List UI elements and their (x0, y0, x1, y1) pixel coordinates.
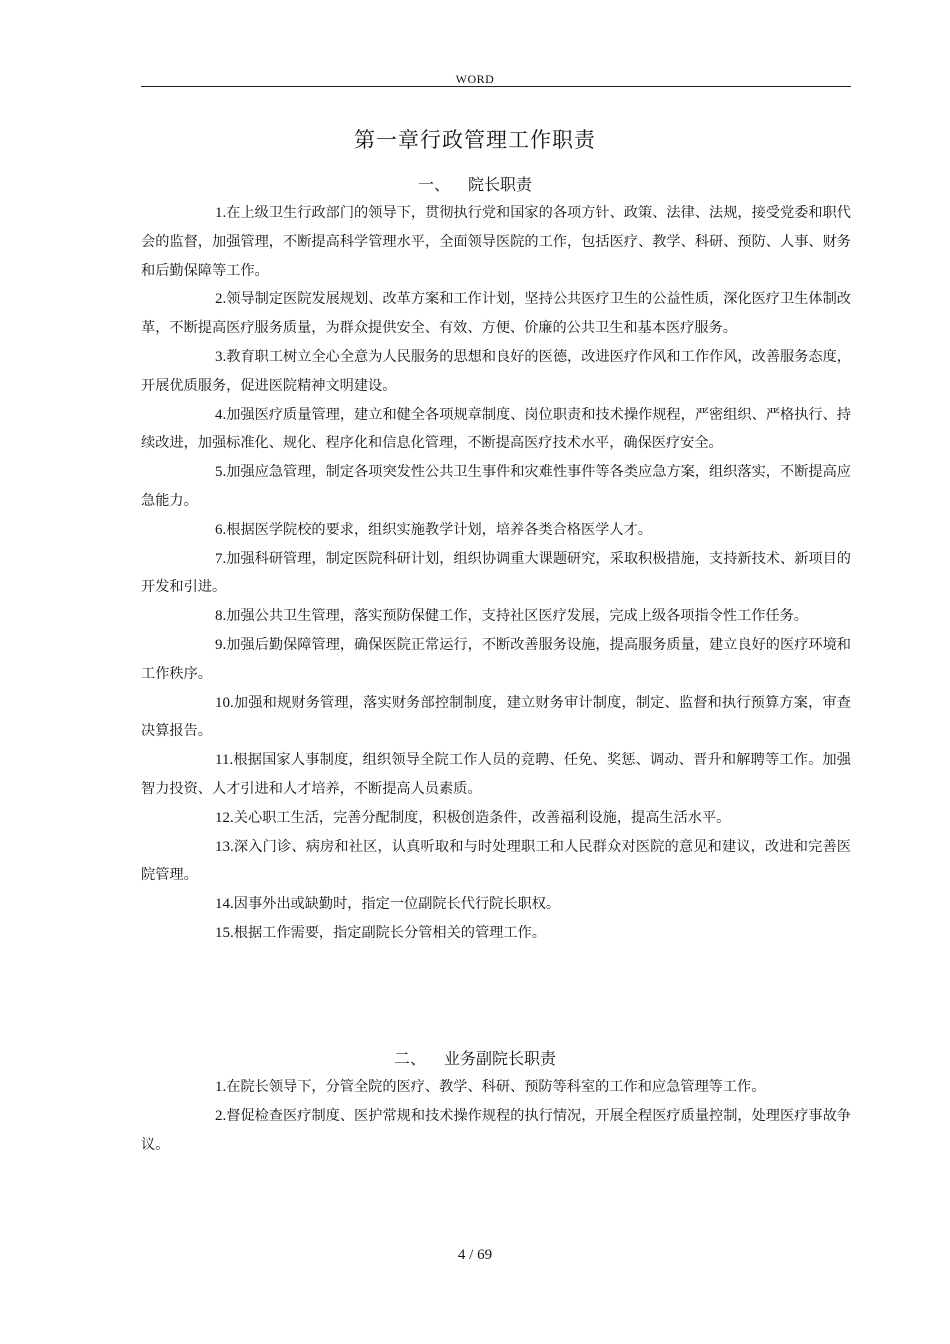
item-number: 10. (215, 694, 234, 711)
list-item (141, 199, 851, 285)
item-text: 在上级卫生行政部门的领导下，贯彻执行党和国家的各项方针、政策、法律、法规，接受党委和职代会的监督，加强管理，不断提高科学管理水平，全面领导医院的工作，包括医疗、教学、科研、预防、人事、财务和后勤保障等工作。 (141, 205, 851, 279)
item-text: 督促检查医疗制度、医护常规和技术操作规程的执行情况，开展全程医疗质量控制，处理医疗事故争议。 (141, 1107, 851, 1153)
item-number: 11. (215, 752, 234, 769)
item-text: 加强和规财务管理，落实财务部控制制度，建立财务审计制度，制定、监督和执行预算方案，审查决算报告。 (141, 694, 851, 740)
list-item (141, 689, 851, 747)
item-number: 8. (215, 608, 227, 625)
item-text: 在院长领导下，分管全院的医疗、教学、科研、预防等科室的工作和应急管理等工作。 (226, 1079, 766, 1095)
header-rule (141, 86, 851, 87)
section-1-items (141, 199, 851, 948)
item-text: 根据医学院校的要求，组织实施教学计划，培养各类合格医学人才。 (226, 521, 652, 538)
page-number: 4 / 69 (457, 1247, 493, 1263)
item-text: 加强医疗质量管理，建立和健全各项规章制度、岗位职责和技术操作规程，严密组织、严格执行、持续改进，加强标准化、规化、程序化和信息化管理，不断提高医疗技术水平，确保医疗安全。 (141, 406, 851, 452)
list-item (141, 919, 851, 948)
item-number: 15. (215, 924, 234, 941)
list-item (141, 458, 851, 516)
list-item (141, 1073, 851, 1102)
item-number: 4. (215, 406, 227, 423)
list-item (141, 631, 851, 689)
section-title: 业务副院长职责 (444, 1049, 557, 1068)
item-text: 加强后勤保障管理，确保医院正常运行，不断改善服务设施，提高服务质量，建立良好的医疗环境和工作秩序。 (141, 636, 851, 682)
list-item (141, 343, 851, 401)
item-text: 根据工作需要，指定副院长分管相关的管理工作。 (233, 924, 546, 941)
item-number: 2. (215, 291, 227, 308)
section-number: 一、 (417, 175, 450, 194)
list-item (141, 833, 851, 891)
item-number: 3. (215, 348, 227, 365)
item-text: 深入门诊、病房和社区，认真听取和与时处理职工和人民群众对医院的意见和建议，改进和完善医院管理。 (141, 838, 851, 884)
item-number: 9. (215, 636, 227, 653)
item-text: 领导制定医院发展规划、改革方案和工作计划，坚持公共医疗卫生的公益性质，深化医疗卫生体制改革，不断提高医疗服务质量，为群众提供安全、有效、方便、价廉的公共卫生和基本医疗服务。 (141, 291, 851, 337)
section-title: 院长职责 (468, 175, 533, 194)
list-item (141, 516, 851, 545)
list-item (141, 602, 851, 631)
item-number: 12. (215, 809, 234, 826)
list-item (141, 746, 851, 804)
section-number: 二、 (393, 1049, 426, 1068)
item-number: 7. (215, 550, 227, 567)
item-number: 13. (215, 838, 234, 855)
item-number: 5. (215, 464, 227, 481)
list-item (141, 545, 851, 603)
page-header-label: WORD (455, 72, 495, 86)
item-text: 教育职工树立全心全意为人民服务的思想和良好的医德，改进医疗作风和工作作风，改善服务态度，开展优质服务，促进医院精神文明建设。 (141, 348, 851, 394)
list-item (141, 804, 851, 833)
item-text: 加强科研管理，制定医院科研计划，组织协调重大课题研究，采取积极措施，支持新技术、新项目的开发和引进。 (141, 550, 851, 596)
section-2-items (141, 1073, 851, 1159)
item-text: 加强应急管理，制定各项突发性公共卫生事件和灾难性事件等各类应急方案，组织落实，不断提高应急能力。 (141, 464, 851, 509)
item-number: 1. (215, 205, 227, 221)
item-text: 加强公共卫生管理，落实预防保健工作，支持社区医疗发展，完成上级各项指令性工作任务。 (226, 608, 808, 625)
section-heading-1 (0, 172, 950, 195)
section-heading-2 (0, 1046, 950, 1069)
list-item (141, 401, 851, 459)
item-text: 因事外出或缺勤时，指定一位副院长代行院长职权。 (233, 896, 561, 913)
chapter-title: 第一章行政管理工作职责 (354, 128, 596, 152)
list-item (141, 285, 851, 343)
item-number: 2. (215, 1107, 227, 1124)
list-item (141, 890, 851, 919)
item-text: 关心职工生活，完善分配制度，积极创造条件，改善福利设施，提高生活水平。 (233, 809, 731, 826)
item-number: 1. (215, 1079, 227, 1095)
item-number: 14. (215, 896, 234, 913)
list-item (141, 1102, 851, 1160)
item-number: 6. (215, 521, 227, 538)
item-text: 根据国家人事制度，组织领导全院工作人员的竞聘、任免、奖惩、调动、晋升和解聘等工作。加强智力投资、人才引进和人才培养，不断提高人员素质。 (141, 752, 851, 797)
